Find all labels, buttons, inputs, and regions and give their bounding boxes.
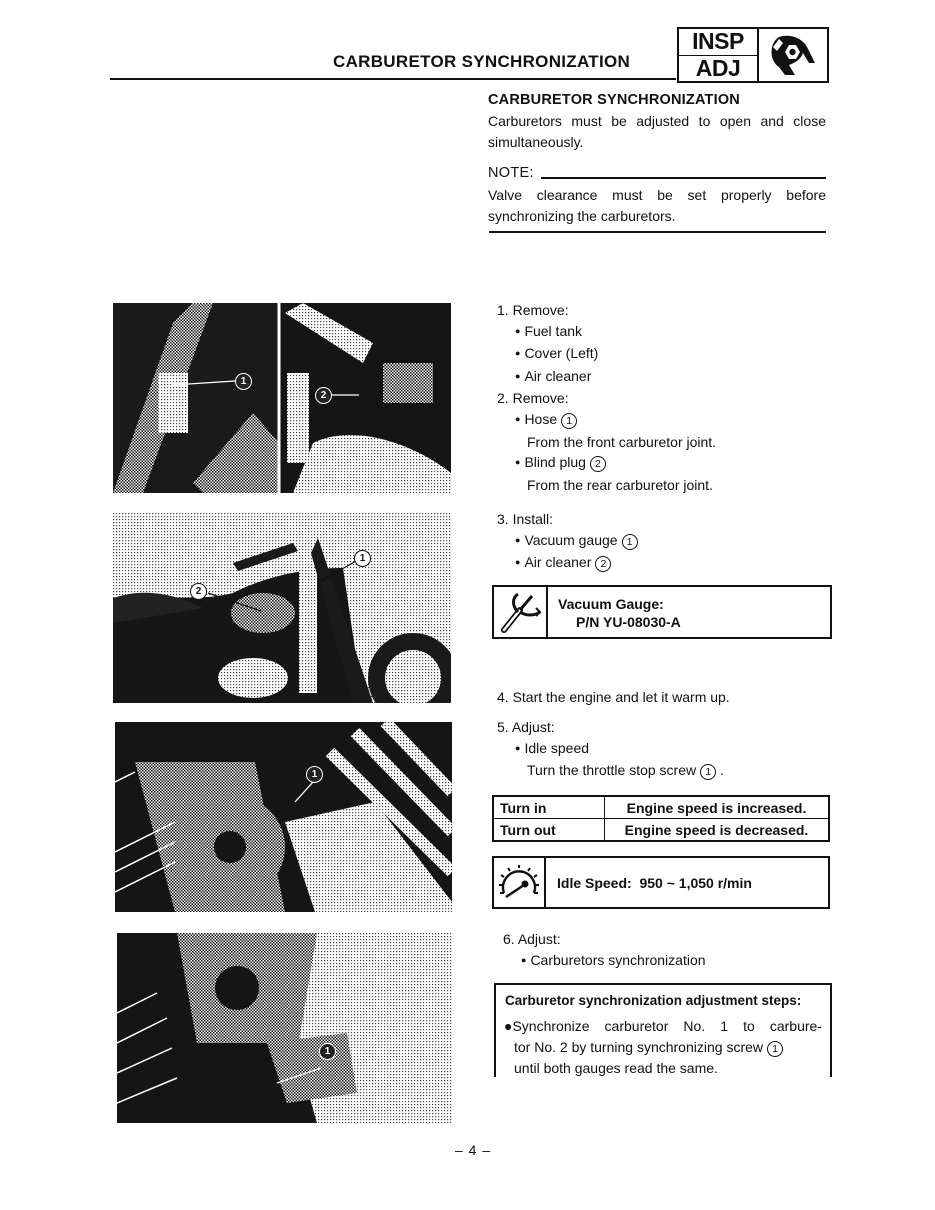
callout-ref: 1 [561,413,577,429]
figure-callout-2: 2 [315,387,332,404]
figure-callout-1: 1 [354,550,371,567]
step-item: Cover (Left) [524,345,599,362]
word: carbure- [769,1018,822,1034]
procedure-line-1 [504,1016,822,1037]
special-tool-part-number: P/N YU-08030-A [576,614,681,630]
table-row [493,796,829,819]
word: carburetor [604,1018,669,1034]
step-5 [497,717,724,781]
step-detail: From the front carburetor joint. [527,433,717,450]
word: 1 [720,1018,729,1034]
figure-callout-1: 1 [319,1043,336,1060]
step-item: Blind plug [524,454,586,471]
note-text: Valve clearance must be set properly before synchronizing the carburetors. [488,187,826,224]
step-item: Air cleaner [524,554,592,571]
idle-speed-spec-box [492,856,830,909]
page-number: – 4 – [455,1142,492,1158]
step-item: Vacuum gauge [524,531,618,548]
badge-line-adj: ADJ [695,54,741,81]
procedure-text: tor No. 2 by turning synchronizing screw [514,1039,763,1055]
step-item: Carburetors synchronization [530,951,706,968]
step-6 [503,929,706,972]
page-header-title: CARBURETOR SYNCHRONIZATION [333,52,631,71]
step-number: 5. [497,719,509,735]
procedure-body [504,1016,822,1079]
step-number: 3. [497,511,509,527]
step-label: Start the engine and let it warm up. [512,689,730,705]
special-tool-name: Vacuum Gauge: [558,596,664,612]
figure-install-gauge [113,513,451,703]
table-cell-action: Turn in [493,796,605,819]
step-number: 2. [497,390,509,407]
badge-line-insp: INSP [679,29,757,56]
step-label: Remove: [512,390,569,407]
procedure-line-2 [504,1037,822,1058]
badge-text [679,29,759,81]
section-intro: Carburetors must be adjusted to open and close simultaneously. [488,113,826,150]
special-tool-icon [494,587,548,637]
word: ●Synchronize [504,1018,590,1034]
procedure-title: Carburetor synchronization adjustment steps: [505,993,802,1008]
word: No. [683,1018,706,1034]
table-cell-result: Engine speed is increased. [605,796,830,819]
figure-callout-1: 1 [235,373,252,390]
step-detail: From the rear carburetor joint. [527,476,713,493]
step-number: 4. [497,689,509,705]
turn-direction-table [492,795,830,842]
callout-ref: 2 [595,556,611,572]
step-label: Adjust: [511,719,555,735]
step-1-2 [497,300,716,495]
special-tool-text [548,587,681,637]
figure-remove-hose-plug [113,303,451,493]
step-number: 1. [497,302,509,318]
wrench-nut-icon [759,29,827,81]
step-label: Remove: [512,302,569,318]
spec-label: Idle Speed: [557,874,632,891]
figure-synchronizing-screw [117,933,452,1123]
figure-callout-1: 1 [306,766,323,783]
table-cell-action: Turn out [493,819,605,842]
table-row [493,819,829,842]
note-rule [541,177,826,179]
word: to [743,1018,755,1034]
callout-ref: 2 [590,456,606,472]
step-item: Air cleaner [524,367,592,384]
idle-speed-spec [546,858,752,907]
section-title: CARBURETOR SYNCHRONIZATION [488,92,740,108]
note-label: NOTE: [488,165,534,181]
figure-throttle-stop-screw [115,722,452,912]
section-badge [677,27,829,83]
callout-ref: 1 [700,764,716,780]
step-4 [497,687,730,708]
step-detail: Turn the throttle stop screw [527,762,697,779]
special-tool-box [492,585,832,639]
procedure-line-3: until both gauges read the same. [514,1060,718,1076]
step-item: Hose [524,410,558,427]
punctuation: . [720,762,724,779]
step-number: 6. [503,931,515,947]
table-cell-result: Engine speed is decreased. [605,819,830,842]
figure-callout-2: 2 [190,583,207,600]
step-item: Fuel tank [524,322,583,339]
step-item: Idle speed [524,739,590,756]
procedure-box [494,983,832,1077]
step-label: Install: [512,511,554,527]
note-end-rule [489,231,826,233]
tachometer-icon [494,858,546,907]
callout-ref: 1 [622,534,638,550]
step-3 [497,509,638,575]
spec-value: 950 ~ 1,050 r/min [639,874,752,891]
callout-ref: 1 [767,1041,783,1057]
header-rule [110,78,676,80]
step-label: Adjust: [517,931,561,947]
